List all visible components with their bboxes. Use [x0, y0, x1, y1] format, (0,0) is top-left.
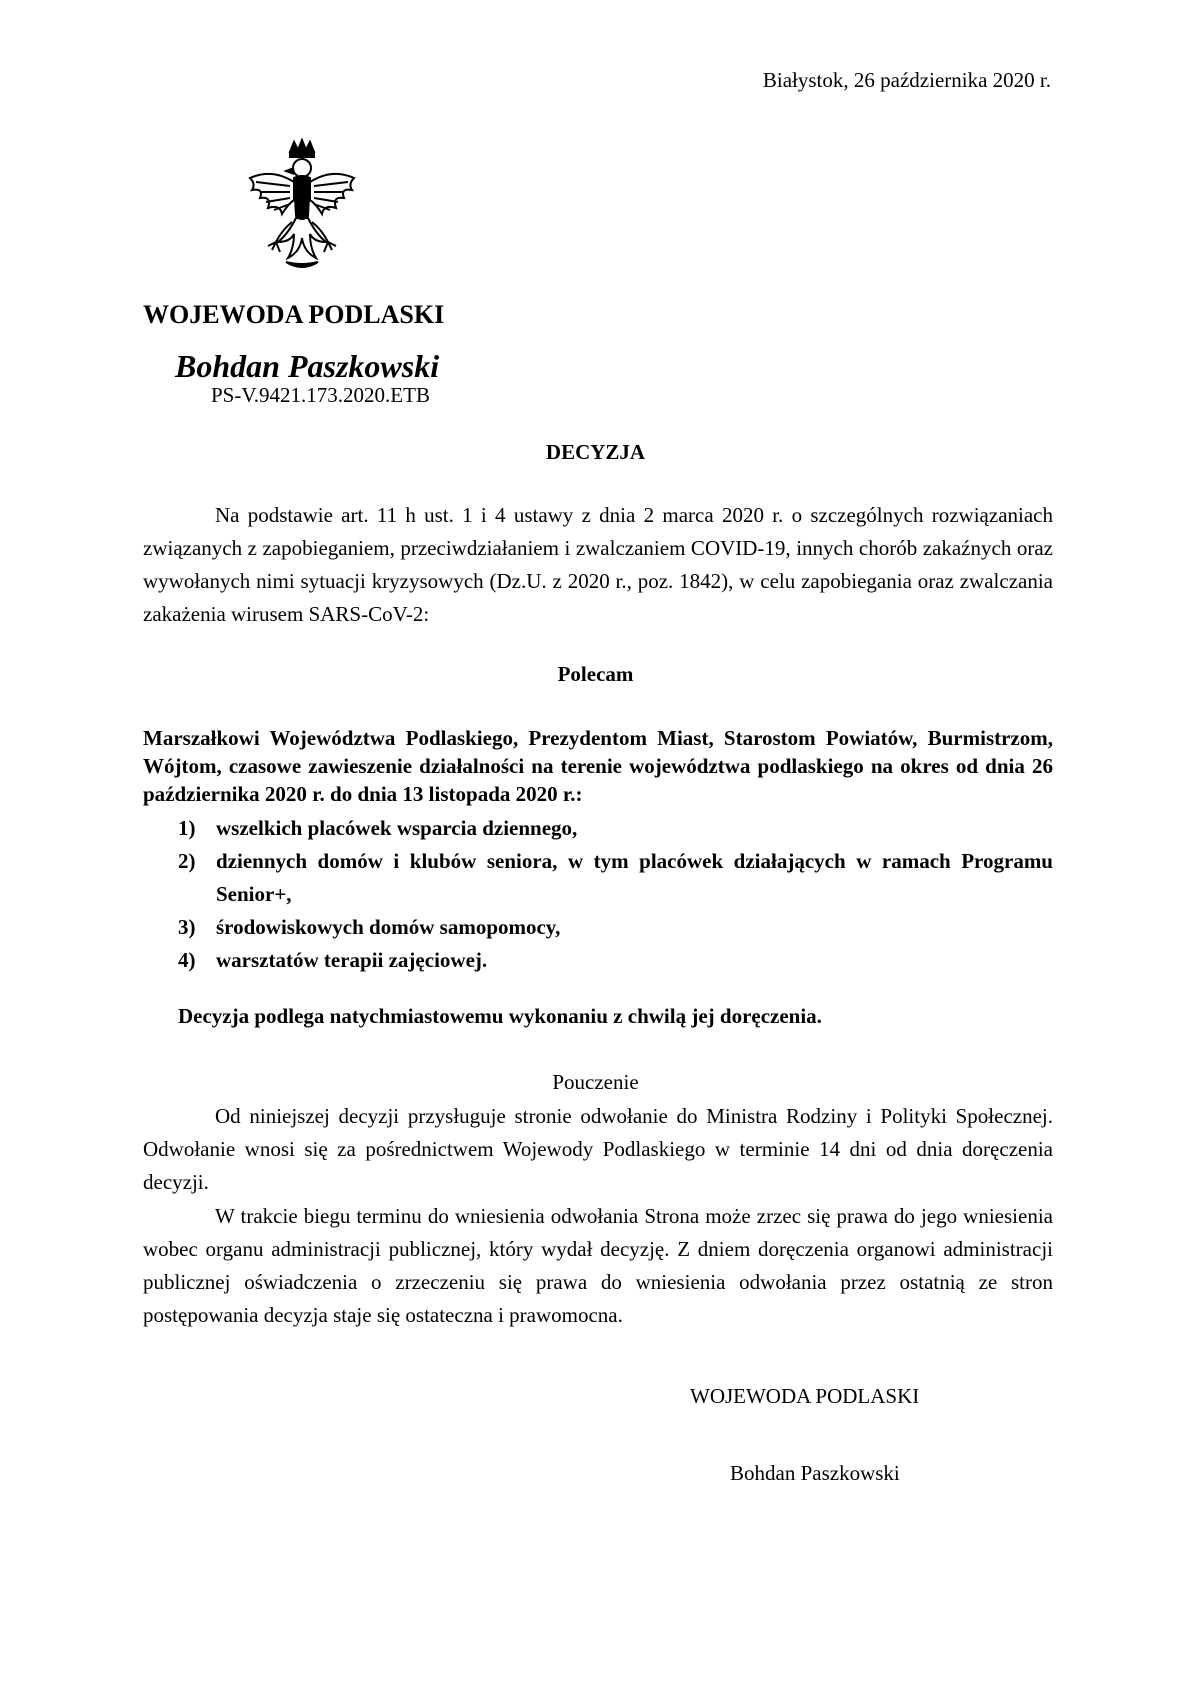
legal-basis-paragraph: Na podstawie art. 11 h ust. 1 i 4 ustawy z dnia 2 marca 2020 r. o szczególnych rozwiązaniach związanych z zapobieganiem, przeciwdziałaniem i zwalczaniem COVID-19, innych chorób zakaźnych oraz wywołanych nimi sytuacji kryzysowych (Dz.U. z 2020 r., poz. 1842), w celu zapobiegania oraz zwalczania zakażenia wirusem SARS-CoV-2:: [143, 503, 1053, 626]
list-item-text: dziennych domów i klubów seniora, w tym placówek działających w ramach Programu Senior+,: [216, 849, 1053, 906]
polish-eagle-emblem-icon: [242, 138, 362, 278]
list-item-text: wszelkich placówek wsparcia dziennego,: [216, 816, 578, 840]
list-item-text: warsztatów terapii zajęciowej.: [216, 948, 488, 972]
execution-clause: Decyzja podlega natychmiastowemu wykonaniu z chwilą jej doręczenia.: [178, 1004, 822, 1028]
order-heading: Polecam: [557, 662, 634, 686]
list-item: [178, 845, 1053, 911]
list-item: [178, 944, 1053, 977]
place-date: Białystok, 26 października 2020 r.: [762, 68, 1051, 92]
signature-office: WOJEWODA PODLASKI: [690, 1384, 920, 1408]
signature-name: Bohdan Paszkowski: [730, 1461, 900, 1485]
list-item-number: 4): [178, 948, 196, 972]
issuer-office: WOJEWODA PODLASKI: [143, 300, 445, 329]
list-item-text: środowiskowych domów samopomocy,: [216, 915, 561, 939]
instruction-paragraph-2: W trakcie biegu terminu do wniesienia odwołania Strona może zrzec się prawa do jego wniesienia wobec organu administracji publicznej, który wydał decyzję. Z dniem doręczenia organowi administracji publicznej oświadczenia o zrzeczeniu się prawa do wniesienia odwołania przez ostatnią ze stron postępowania decyzja staje się ostateczna i prawomocna.: [143, 1204, 1053, 1327]
reference-number: PS-V.9421.173.2020.ETB: [211, 383, 430, 407]
instruction-paragraph-1: Od niniejszej decyzji przysługuje stronie odwołanie do Ministra Rodziny i Polityki Społecznej. Odwołanie wnosi się za pośrednictwem Wojewody Podlaskiego w terminie 14 dni od dnia doręczenia decyzji.: [143, 1104, 1053, 1194]
instruction-title: Pouczenie: [552, 1070, 639, 1094]
list-item: [178, 911, 1053, 944]
list-item-number: 3): [178, 915, 196, 939]
addressees-paragraph: Marszałkowi Województwa Podlaskiego, Prezydentom Miast, Starostom Powiatów, Burmistrzom, Wójtom, czasowe zawieszenie działalności na terenie województwa podlaskiego na okres od dnia 26 października 2020 r. do dnia 13 listopada 2020 r.:: [143, 726, 1053, 806]
list-item: [178, 812, 1053, 845]
list-item-number: 1): [178, 816, 196, 840]
decision-title: DECYZJA: [545, 440, 646, 464]
list-item-number: 2): [178, 849, 196, 873]
issuer-name: Bohdan Paszkowski: [175, 348, 440, 384]
facilities-list: [178, 812, 1053, 977]
